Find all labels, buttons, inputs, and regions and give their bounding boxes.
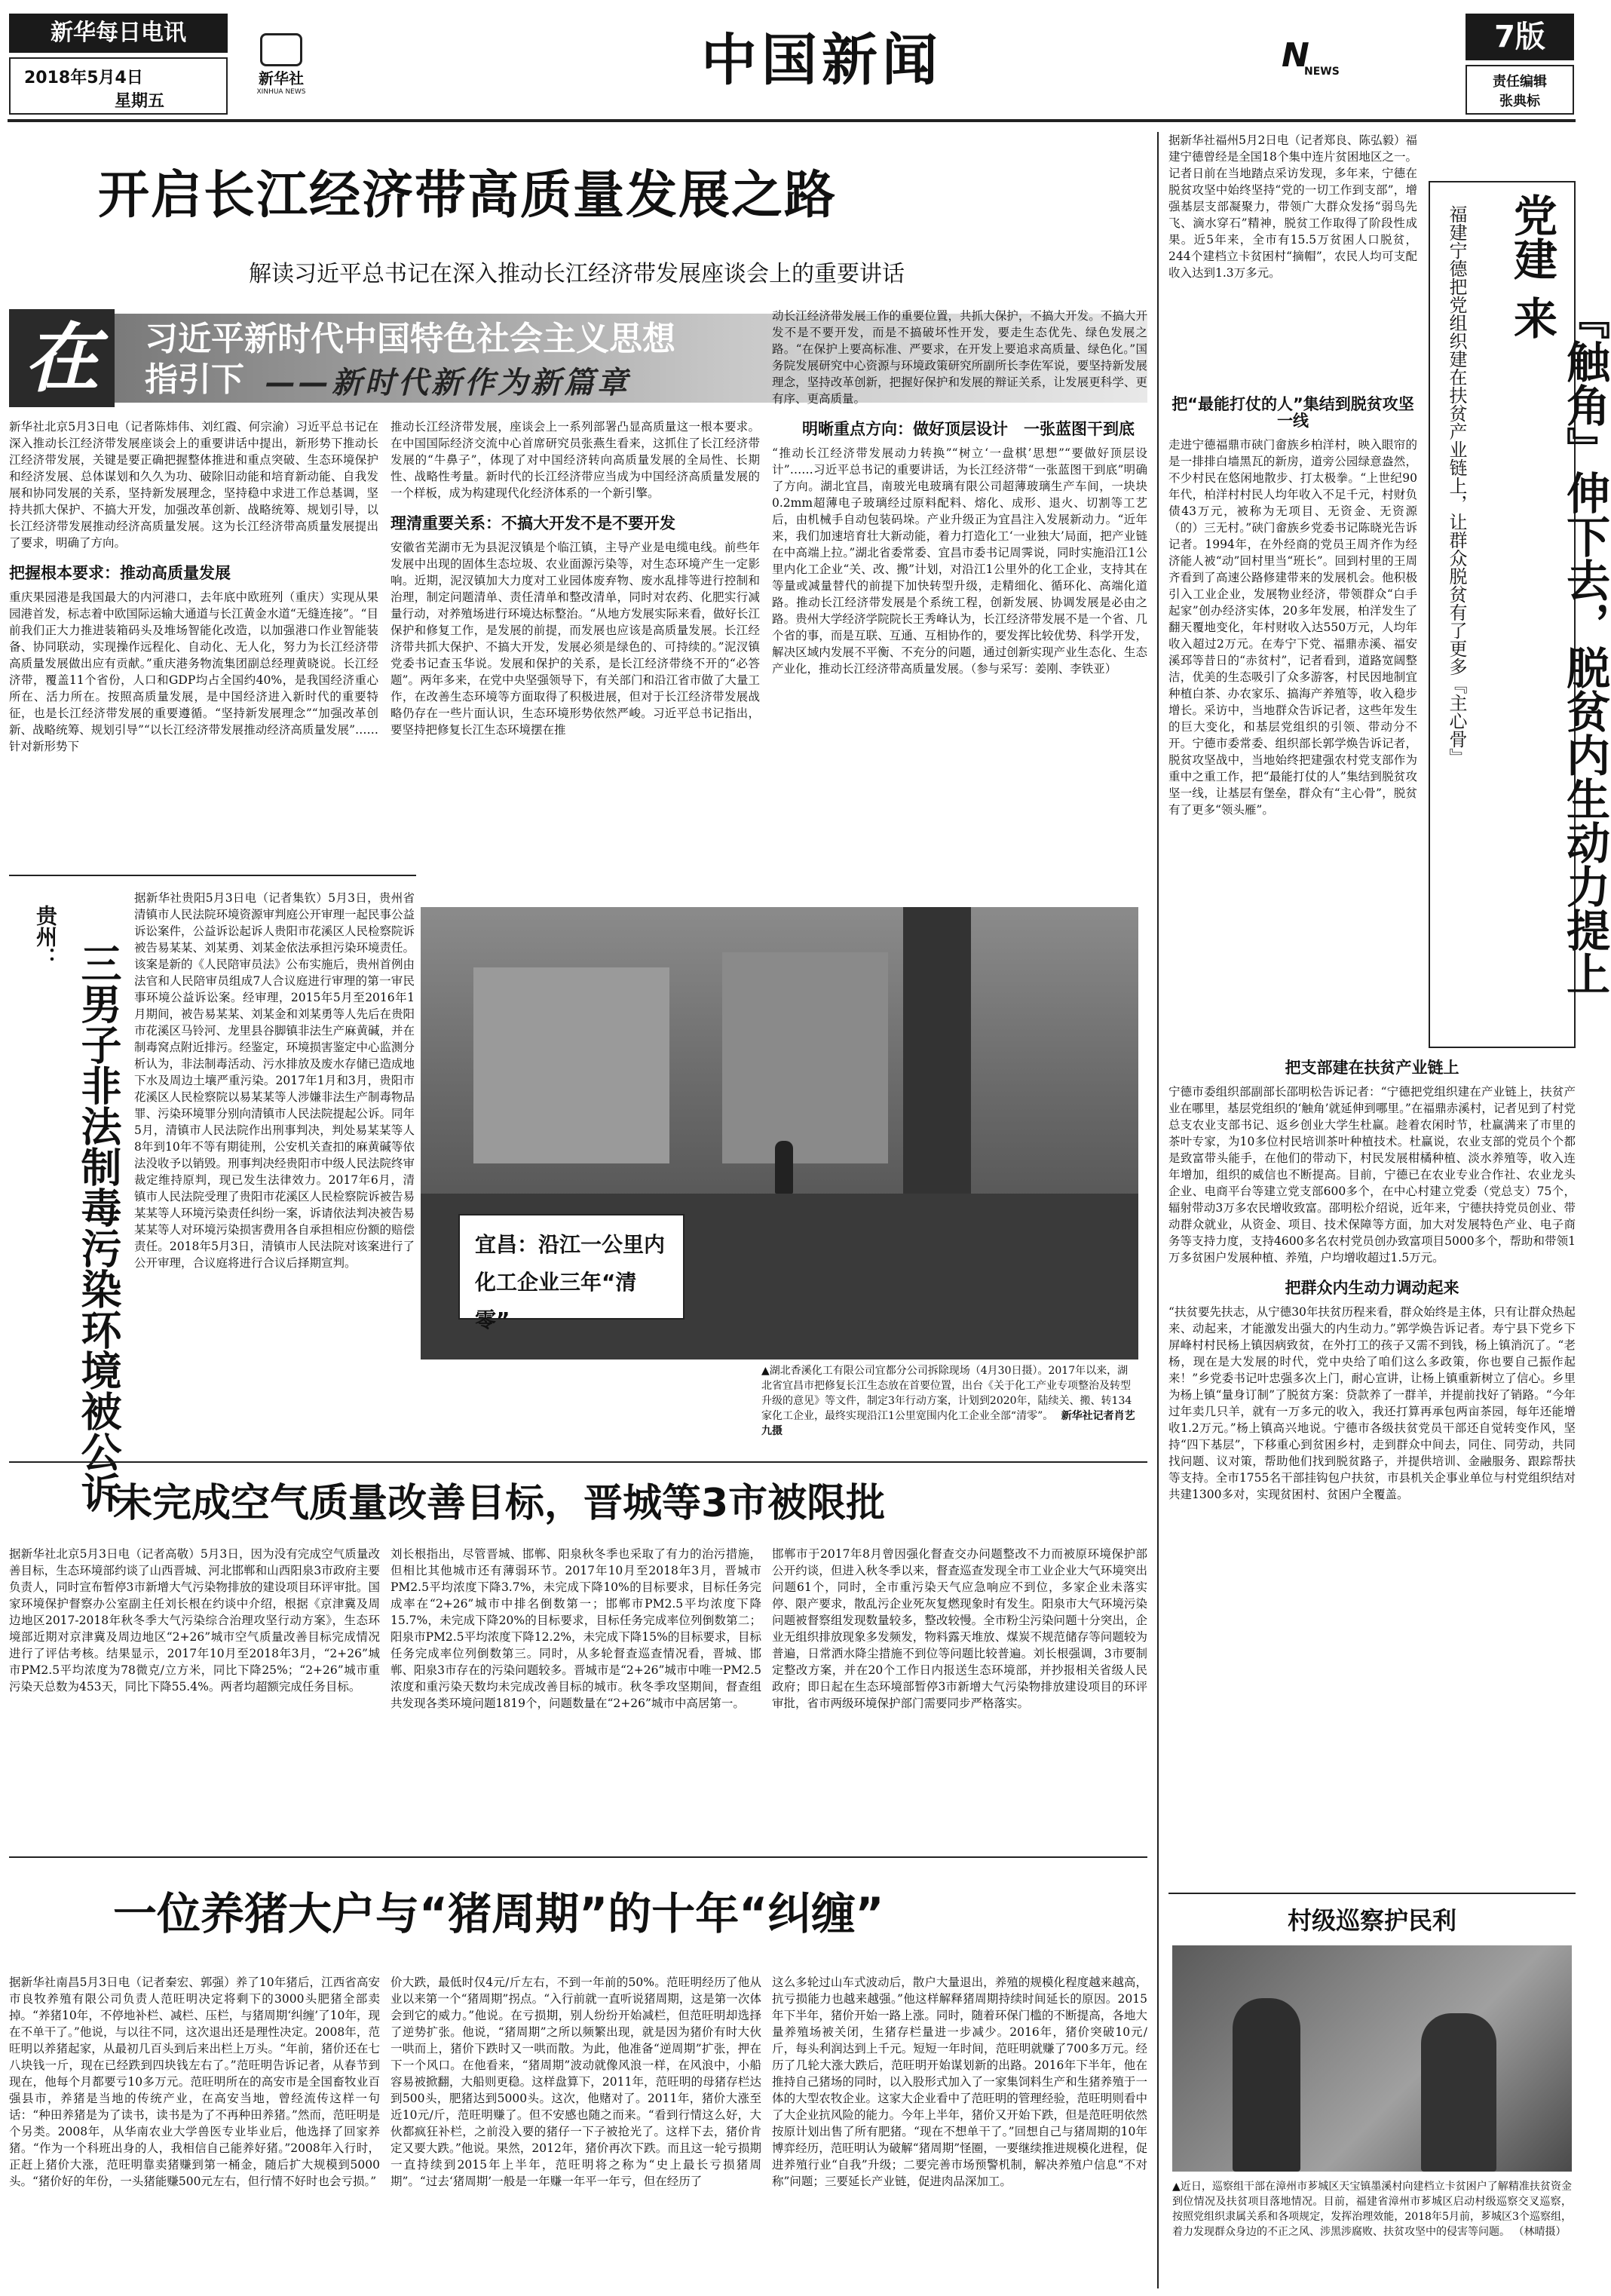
- right-photo-caption: ▲近日，巡察组干部在漳州市芗城区天宝镇墨溪村向建档立卡贫困户了解精准扶贫资金到位情况及扶贫项目落地情况。目前，福建省漳州市芗城区启动村级巡察交叉巡察，按照党组织隶属关系和各项规定，发挥治理效能，2018年5月前，芗城区3个巡察组，着力发现群众身边的不正之风、涉黑涉腐败、扶贫攻坚中的侵害等问题。: [1172, 2181, 1572, 2238]
- news-logo-icon: N: [1282, 36, 1309, 75]
- pig-title: 一位养猪大户与“猪周期”的十年“纠缠”: [113, 1888, 884, 1939]
- lead-para-3: 推动长江经济带发展，座谈会上一系列部署凸显高质量这一根本要求。在中国国际经济交流中心首席研究员张燕生看来，这抓住了长江经济带发展的“牛鼻子”，体现了对中国经济转向高质量发展的全局性、长期性、战略性考量。新时代的长江经济带应当成为中国经济高质量发展的一个样板，成为构建现代化经济体系的一个新引擎。: [390, 420, 760, 500]
- air-title: 未完成空气质量改善目标，晋城等3市被限批: [113, 1481, 886, 1526]
- agency-badge: 新华每日电讯: [9, 14, 228, 53]
- xinhua-logo-sub: XINHUA NEWS: [256, 88, 306, 96]
- right-subhead-1: 把“最能打仗的人”集结到脱贫攻坚一线: [1171, 395, 1414, 430]
- right-photo-credit: （林晴摄）: [1513, 2226, 1567, 2238]
- right-column-rule: [1157, 132, 1159, 2288]
- right-col-b: [1168, 1059, 1576, 1813]
- page-number: 7版: [1466, 14, 1574, 60]
- worker-figure: [775, 1141, 793, 1194]
- person-figure: [1233, 1998, 1300, 2172]
- pig-col1: 据新华社南昌5月3日电（记者秦宏、郭强）养了10年猪后，江西省高安市良牧养殖有限公司负责人范旺明决定将剩下的3000头肥猪全部卖掉。“养猪10年，不停地补栏、减栏、压栏，与猪周期‘纠缠’了10年，现在不单干了。”他说，与以往不同，这次退出还是理性决定。2008年，范旺明以养猪起家，从最初几百头到后来出栏上万头。“年前，猪价还在七八块钱一斤，现在已经跌到四块钱左右了。”范旺明告诉记者，从春节到现在，他每个月都要亏10多万元。范旺明所在的高安市是全国畜牧业百强县市，养猪是当地的传统产业，在高安当地，曾经流传这样一句话：“种田养猪是为了读书，读书是为了不再种田养猪。”然而，范旺明是个另类。2008年，从华南农业大学兽医专业毕业后，他选择了回家养猪。“作为一个科班出身的人，我相信自己能养好猪。”2008年入行时，正赶上猪价大涨，范旺明靠卖猪赚到第一桶金，随后扩大规模到5000头。“猪价好的年份，一头猪能赚500元左右，但行情不好时也会亏损。”: [9, 1976, 380, 2188]
- section-title: 中国新闻: [701, 28, 942, 93]
- guizhou-place: 贵州：: [33, 905, 58, 968]
- air-col1: 据新华社北京5月3日电（记者高敬）5月3日，因为没有完成空气质量改善目标，生态环境部约谈了山西晋城、河北邯郸和山西阳泉3市政府主要负责人，同时宣布暂停3市新增大气污染物排放的建设项目环评审批。国家环境保护督察办公室副主任刘长根在约谈中介绍，根据《京津冀及周边地区2017-2018年秋冬季大气污染综合治理攻坚行动方案》，生态环境部近期对京津冀及周边地区“2+26”城市空气质量改善目标完成情况进行了评估考核。结果显示，2017年10月至2018年3月，“2+26”城市PM2.5平均浓度为78微克/立方米，同比下降25%；“2+26”城市重污染天总数为453天，同比下降55.4%。两者均超额完成任务目标。: [9, 1547, 380, 1694]
- right-subhead-3: 把群众内生动力调动起来: [1285, 1279, 1459, 1297]
- main-photo-headline: 宜昌：沿江一公里内化工企业三年“清零”: [475, 1232, 666, 1332]
- lead-subhead-1: 把握根本要求：推动高质量发展: [9, 564, 231, 582]
- lead-col2: [390, 418, 760, 863]
- right-title-red: 党建: [1506, 193, 1557, 280]
- pig-col2: 价大跌，最低时仅4元/斤左右，不到一年前的50%。范旺明经历了他从业以来第一个“猪周期”拐点。“入行前就一直听说猪周期，这是第一次体会到它的威力。”他说。在亏损期，别人纷纷开始减栏，但范旺明却选择了逆势扩张。他说，“猪周期”之所以频繁出现，就是因为猪价有时大伙一哄而上，猪价下跌时又一哄而散。为此，他准备“逆周期”扩张，押在下一个风口。在他看来，“猪周期”波动就像风浪一样，在风浪中，小船容易被掀翻，大船则更稳。这样盘算下，2011年，范旺明的母猪存栏达到500头，肥猪达到5000头。这次，他赌对了。2011年，猪价大涨至近10元/斤，范旺明赚了。但不安感也随之而来。“看到行情这么好，大伙都疯狂补栏，之前没入要的猪仔一下子被抢光了。这样下去，猪价肯定又要大跌。”他说。果然，2012年，猪价再次下跌。而且这一轮亏损期一直持续到2015年上半年，范旺明将之称为“史上最长亏损猪周期”。“过去‘猪周期’一般是一年赚一年平一年亏，但在经历了: [390, 1976, 761, 2188]
- pig-col3: 这么多轮过山车式波动后，散户大量退出，养殖的规模化程度越来越高，抗亏损能力也越来越强。”他这样解释猪周期持续时间延长的原因。2015年下半年，猪价开始一路上涨。同时，随着环保门槛的不断提高，各地大量养殖场被关闭，生猪存栏量进一步减少。2016年，猪价突破10元/斤，每头利润达到上千元。短短一年时间，范旺明就赚了700多万元。经历了几轮大涨大跌后，范旺明开始谋划新的出路。2016年下半年，他在推持自己猪场的同时，以入股形式加入了一家集饲料生产和生猪养殖于一体的大型农牧企业。这家大企业看中了范旺明的管理经验，范旺明则看中了大企业抗风险的能力。今年上半年，猪价又开始下跌，但是范旺明依然按原计划出售了所有肥猪。“现在不想单干了。”回想自己与猪周期的10年博弈经历，范旺明认为破解“猪周期”怪圈，一要继续推进规模化进程，促进养殖行业“自我”升级；二要完善市场预警机制，解决养殖户信息“不对称”问题；三要延长产业链，促进肉品深加工。: [772, 1976, 1147, 2188]
- lead-para-4: 安徽省芜湖市无为县泥汊镇是个临江镇，主导产业是电缆电线。前些年发展中出现的固体生态垃圾、农业面源污染等，对生态环境产生一定影响。近期，泥汊镇加大力度对工业园体废弃物、废水乱排等进行控制和治理，制定问题清单、责任清单和整改清单，同时对农药、化肥实行减量行动，对养殖场进行环境达标整治。“从地方发展实际来看，做好长江保护和修复工作，是发展的前提，而发展也应该是高质量发展。长江经济带共抓大保护、不搞大开发，发展必须是绿色的、可持续的。”泥汊镇党委书记查玉华说。发展和保护的关系，是长江经济带绕不开的“必答题”。两年多来，在党中央坚强领导下，有关部门和沿江省市做了大量工作，在改善生态环境等方面取得了积极进展，但对于长江经济带发展战略仍存在一些片面认识，生态环境形势依然严峻。习近平总书记指出，要坚持把修复长江生态环境摆在推: [390, 541, 760, 737]
- lead-para-6: “推动长江经济带发展动力转换”“树立‘一盘棋’思想”“要做好顶层设计”……习近平总书记的重要讲话，为长江经济带“一张蓝图干到底”明确了方向。湖北宜昌，南玻光电玻璃有限公司超薄玻璃生产车间，一块块0.2mm超薄电子玻璃经过原料配料、熔化、成形、退火、切割等工艺后，由机械手自动包装码垛。产业升级正为宜昌注入发展新动力。“近年来，我们加速培育壮大新动能，着力打造化工‘一业独大’局面，把产业链在中高端上拉。”湖北省委常委、宜昌市委书记周霁说，同时实施沿江1公里内化工企业“关、改、搬”计划，对沿江1公里外的化工企业，支持其在等量或减量替代的前提下加快转型升级，走精细化、循环化、高端化道路。推动长江经济带发展是个系统工程，创新发展、协调发展是必由之路。贵州大学经济学院院长王秀峰认为，长江经济带发展不是一个省、几个省的事，而是互联、互通、互相协作的，要发挥比较优势、科学开发，解决区域内发展不平衡、不充分的问题，通过创新实现产业生态化、生态产业化，推动长江经济带高质量发展。（参与采写：姜刚、李铁亚）: [772, 446, 1147, 676]
- lead-para-1: 新华社北京5月3日电（记者陈炜伟、刘红霞、何宗渝）习近平总书记在深入推动长江经济带发展座谈会上的重要讲话中提出，新形势下推动长江经济带发展，关键是要正确把握整体推进和重点突破、生态环境保护和经济发展、总体谋划和久久为功、破除旧动能和培育新动能、自我发展和协同发展的关系，坚持新发展理念，坚持稳中求进工作总基调，坚持共抓大保护、不搞大开发，加强改革创新、战略统筹、规划引导，以长江经济带发展推动经济高质量发展。这为长江经济带高质量发展提出了要求，明确了方向。: [9, 420, 378, 550]
- lead-para-5: 动长江经济带发展工作的重要位置，共抓大保护，不搞大开发。不搞大开发不是不要开发，而是不搞破坏性开发，要走生态优先、绿色发展之路。“在保护上要高标准、严要求，在开发上要追求高质量、绿色化。”国务院发展研究中心资源与环境政策研究所副所长李佐军说，要坚持新发展理念，坚持改革创新，把握好保护和发展的辩证关系，让发展更科学、更有序、更高质量。: [772, 309, 1147, 406]
- person-figure: [1421, 2013, 1496, 2172]
- air-col2: 刘长根指出，尽管晋城、邯郸、阳泉秋冬季也采取了有力的治污措施，但相比其他城市还有薄弱环节。2017年10月至2018年3月，晋城市PM2.5平均浓度下降3.7%，未完成下降10%的目标要求，目标任务完成率在“2+26”城市中排名倒数第一；邯郸市PM2.5平均浓度下降15.7%，未完成下降20%的目标要求，目标任务完成率位列倒数第二；阳泉市PM2.5平均浓度下降12.2%，未完成下降15%的目标要求，目标任务完成率位列倒数第三。同时，从多轮督查巡查情况看，晋城、邯郸、阳泉3市存在的污染问题较多。晋城市是“2+26”城市中唯一PM2.5浓度和重污染天数均未完成改善目标的城市。秋冬季攻坚期间，督查组共发现各类环境问题1819个，问题数量在“2+26”城市中高居第一。: [390, 1547, 761, 1710]
- guizhou-body: 据新华社贵阳5月3日电（记者集钦）5月3日，贵州省清镇市人民法院环境资源审判庭公开审理一起民事公益诉讼案件，公益诉讼起诉人贵阳市花溪区人民检察院诉被告易某某、刘某勇、刘某金依法承担污染环境责任。该案是新的《人民陪审员法》公布实施后，贵州首例由法官和人民陪审员组成7人合议庭进行审理的第一审民事环境公益诉讼案。经审理，2015年5月至2016年1月期间，被告易某某、刘某金和刘某勇等人先后在贵阳市花溪区马铃河、龙里县谷脚镇非法生产麻黄碱，并在制毒窝点附近排污。经鉴定，环境损害鉴定中心监测分析认为，非法制毒活动、污水排放及废水存储已造成地下水及周边土壤严重污染。2017年1月和3月，贵阳市花溪区人民检察院以易某某等人涉嫌非法生产制毒物品罪、污染环境罪分别向清镇市人民法院提起公诉。同年5月，清镇市人民法院作出刑事判决，判处易某某等人8年到10年不等有期徒刑，公安机关查扣的麻黄碱等依法没收予以销毁。刑事判决经贵阳市中级人民法院终审裁定维持原判，现已发生法律效力。2017年6月，清镇市人民法院受理了贵阳市花溪区人民检察院诉被告易某某等人环境污染责任纠纷一案，诉请依法判决被告易某某等人对环境污染损害费用各自承担相应份额的赔偿责任。2018年5月3日，清镇市人民法院对该案进行了公开审理，合议庭将进行合议后择期宣判。: [134, 891, 415, 1270]
- date-box: [9, 57, 228, 115]
- right-col-a: [1168, 396, 1417, 1052]
- right-title-main: 『触角』伸下去，脱贫内生动力提上来: [1506, 296, 1610, 995]
- main-photo-credit: 新华社记者肖艺九摄: [761, 1410, 1135, 1437]
- lead-col3: [772, 308, 1147, 864]
- guizhou-top-rule: [9, 875, 416, 876]
- masthead: [0, 0, 1585, 121]
- right-title-box: [1429, 181, 1610, 1048]
- news-logo-text: NEWS: [1304, 66, 1340, 78]
- xinhua-logo-icon: [260, 33, 302, 66]
- factory-building: [473, 967, 669, 1163]
- air-col3: 邯郸市于2017年8月曾因强化督查交办问题整改不力而被原环境保护部公开约谈，但进入秋冬季以来，督查巡查发现全市工业企业大气环境突出问题61个，同时，全市重污染天气应急响应不到位，多家企业未落实停、限产要求，散乱污企业死灰复燃现象时有发生。阳泉市大气环境污染问题被督察组发现数量较多，整改较慢。全市粉尘污染问题十分突出，企业无组织排放现象多发频发，物料露天堆放、煤炭不规范储存等问题较为普遍，日常洒水降尘措施不到位等问题比较普遍。刘长根强调，3市要制定整改方案，并在20个工作日内报送生态环境部，并抄报相关省级人民政府；即日起在生态环境部暂停3市新增大气污染物排放建设项目的环评审批，省市两级环境保护部门需要同步严格落实。: [772, 1547, 1147, 1710]
- guizhou-title: 三男子非法制毒污染环境被公诉: [75, 943, 122, 1513]
- right-para-1: 走进宁德福鼎市硖门畲族乡柏洋村，映入眼帘的是一排排白墙黑瓦的新房，道旁公园绿意盎然，不少村民在悠闲地散步、打太极拳。“上世纪90年代，柏洋村村民人均年收入不足千元，村财负债43万元，被称为无项目、无资金、无资源（的）三无村。”硖门畲族乡党委书记陈晓光告诉记者。1994年，在外经商的党员王周齐作为经济能人被“动”回村里当“班长”。回到村里的王周齐看到了高速公路修建带来的发展机会。他积极引入工业企业，发展物业经济，带领群众“白手起家”创办经济实体，20多年发展，柏洋发生了翻天覆地变化，年村财收入达550万元，人均年收入超过2万元。在寿宁下党、福鼎赤溪、福安溪邳等昔日的“赤贫村”，记者看到，道路宽阔整洁，优美的生态吸引了众多游客，村民因地制宜种植白茶、办农家乐、搞海产养殖等，收入稳步增长。采访中，当地群众告诉记者，这些年发生的巨大变化，和基层党组织的引领、带动分不开。宁德市委常委、组织部长郭学焕告诉记者，脱贫攻坚战中，当地始终把建强农村党支部作为重中之重工作，把“最能打仗的人”集结到脱贫攻坚一线，让基层有堡垒，群众有“主心骨”，脱贫有了更多“领头雁”。: [1168, 438, 1417, 817]
- banner-line1: 习近平新时代中国特色社会主义思想: [145, 320, 675, 358]
- lead-para-2: 重庆果园港是我国最大的内河港口，去年底中欧班列（重庆）实现从果园港首发，标志着中欧国际运输大通道与长江黄金水道“无缝连接”。“目前我们正大力推进装箱码头及堆场智能化改造，以加强港口作业智能装备、协同联动，实现操作远程化、自动化、无人化，努力为长江经济带高质量发展做出应有贡献。”重庆港务物流集团副总经理黄晓说。长江经济带，覆盖11个省份，人口和GDP均占全国约40%，是我国经济重心所在、活力所在。按照高质量发展，是中国经济进入新时代的重要特征，也是长江经济带发展的重要遵循。“坚持新发展理念”“加强改革创新、战略统筹、规划引导”“以长江经济带发展推动经济高质量发展”……针对新形势下: [9, 590, 378, 753]
- main-photo-caption: ▲湖北香溪化工有限公司宜都分公司拆除现场（4月30日摄）。2017年以来，湖北省宜昌市把修复长江生态放在首要位置，出台《关于化工产业专项整治及转型升级的意见》等文件，制定3年行动方案，计划到2020年，陆续关、搬、转134家化工企业，最终实现沿江1公里宽围内化工企业全部“清零”。: [761, 1365, 1132, 1422]
- right-para-2: 宁德市委组织部副部长邵明松告诉记者：“宁德把党组织建在产业链上，扶贫产业在哪里，基层党组织的‘触角’就延伸到哪里。”在福鼎赤溪村，记者见到了村党总支农业支部书记、返乡创业大学生杜赢。趁着农闲时节，杜赢满来了市里的茶叶专家，为10多位村民培训茶叶种植技术。杜赢说，农业支部的党员个个都是致富带头能手，在他们的带动下，村民发展柑橘种植、淡水养殖等，收入连年增加，组织的威信也不断提高。目前，宁德已在农业专业合作社、农业龙头企业、电商平台等建立党支部600多个，在中心村建立党委（党总支）75个，辐射带动3万多农民增收致富。邵明松介绍说，近年来，宁德扶持党员创业、带动群众就业，从资金、项目、技术保障等方面，加大对发展特色产业、电子商务等支持力度，支持4600多名农村党员创办致富项目5000多个，帮助和带领1万多贫困户发展种植、养殖，户均增收超过1.5万元。: [1168, 1085, 1576, 1264]
- right-photo-title: 村级巡察护民利: [1287, 1906, 1456, 1935]
- issue-date: 2018年5月4日: [24, 69, 143, 87]
- xinhua-logo-text: 新华社: [259, 69, 304, 87]
- editor-name: 张典标: [1499, 93, 1540, 109]
- editor-label: 责任编辑: [1493, 74, 1547, 90]
- lead-subhead-2: 理清重要关系：不搞大开发不是不要开发: [390, 514, 675, 532]
- masthead-rule: [8, 119, 1576, 122]
- right-photo: [1172, 1945, 1572, 2172]
- right-para-3: “扶贫要先扶志，从宁德30年扶贫历程来看，群众始终是主体，只有让群众热起来、动起来，才能激发出强大的内生动力。”郭学焕告诉记者。寿宁县下党乡下屏峰村村民杨上镇因病致贫，在外打工的孩子又需不到钱，杨上镇消沉了。“老杨，现在是大发展的时代，党中央给了咱们这么多政策，你也要自己振作起来！”乡党委书记叶忠强多次上门，耐心宣讲，让杨上镇重新树立了信心。乡里为杨上镇“量身订制”了脱贫方案：贷款养了一群羊，并提前找好了销路。“今年过年卖几只羊，就有一万多元的收入，我还打算再承包两亩茶园，每年还能增收1.2万元。”杨上镇高兴地说。宁德市各级扶贫党员干部还自觉转变作风，坚持“四下基层”，下移重心到贫困乡村，走到群众中间去，同住、同劳动，共同找问题、议对策，帮助他们找到脱贫路子，并提供培训、金融服务、跟踪帮扶等支持。全市1755名干部挂钩包户扶贫，市县机关企事业单位与村党组织结对共建1300多对，实现贫困村、贫困户全覆盖。: [1168, 1305, 1576, 1501]
- banner-slogan: ——新时代新作为新篇章: [265, 366, 630, 400]
- main-photo-caption-box: [761, 1363, 1138, 1454]
- xinhua-logo: [240, 33, 323, 101]
- right-deck: 福建宁德把党组织建在扶贫产业链上，让群众脱贫有了更多『主心骨』: [1446, 205, 1467, 766]
- factory-building: [722, 952, 888, 1163]
- lead-title: 开启长江经济带高质量发展之路: [98, 166, 838, 225]
- photo-bottom-rule: [9, 1461, 1147, 1463]
- right-subhead-2: 把支部建在扶贫产业链上: [1285, 1059, 1459, 1077]
- banner-big-char: 在: [9, 309, 115, 407]
- right-intro: 据新华社福州5月2日电（记者郑良、陈弘毅）福建宁德曾经是全国18个集中连片贫困地区之一。记者日前在当地踏点采访发现，多年来，宁德在脱贫攻坚中始终坚持“党的一切工作到支部”，增强基层支部凝聚力，带领广大群众发扬“弱鸟先飞、滴水穿石”精神，脱贫工作取得了阶段性成果。近5年来，全市有15.5万贫困人口脱贫，244个建档立卡贫困村“摘帽”，农民人均可支配收入达到1.3万多元。: [1168, 133, 1417, 280]
- banner-line2: 指引下: [145, 360, 244, 399]
- issue-weekday: 星期五: [115, 92, 165, 111]
- news-logo: [1282, 36, 1364, 97]
- right-photo-rule: [1168, 1893, 1576, 1894]
- right-photo-caption-box: [1172, 2179, 1572, 2288]
- lead-subhead-3: 明晰重点方向：做好顶层设计 一张蓝图干到底: [802, 420, 1135, 438]
- editor-box: [1466, 65, 1574, 115]
- main-photo-headline-box: [458, 1214, 685, 1332]
- lead-subtitle: 解读习近平总书记在深入推动长江经济带发展座谈会上的重要讲话: [249, 261, 905, 287]
- air-bottom-rule: [9, 1856, 1147, 1858]
